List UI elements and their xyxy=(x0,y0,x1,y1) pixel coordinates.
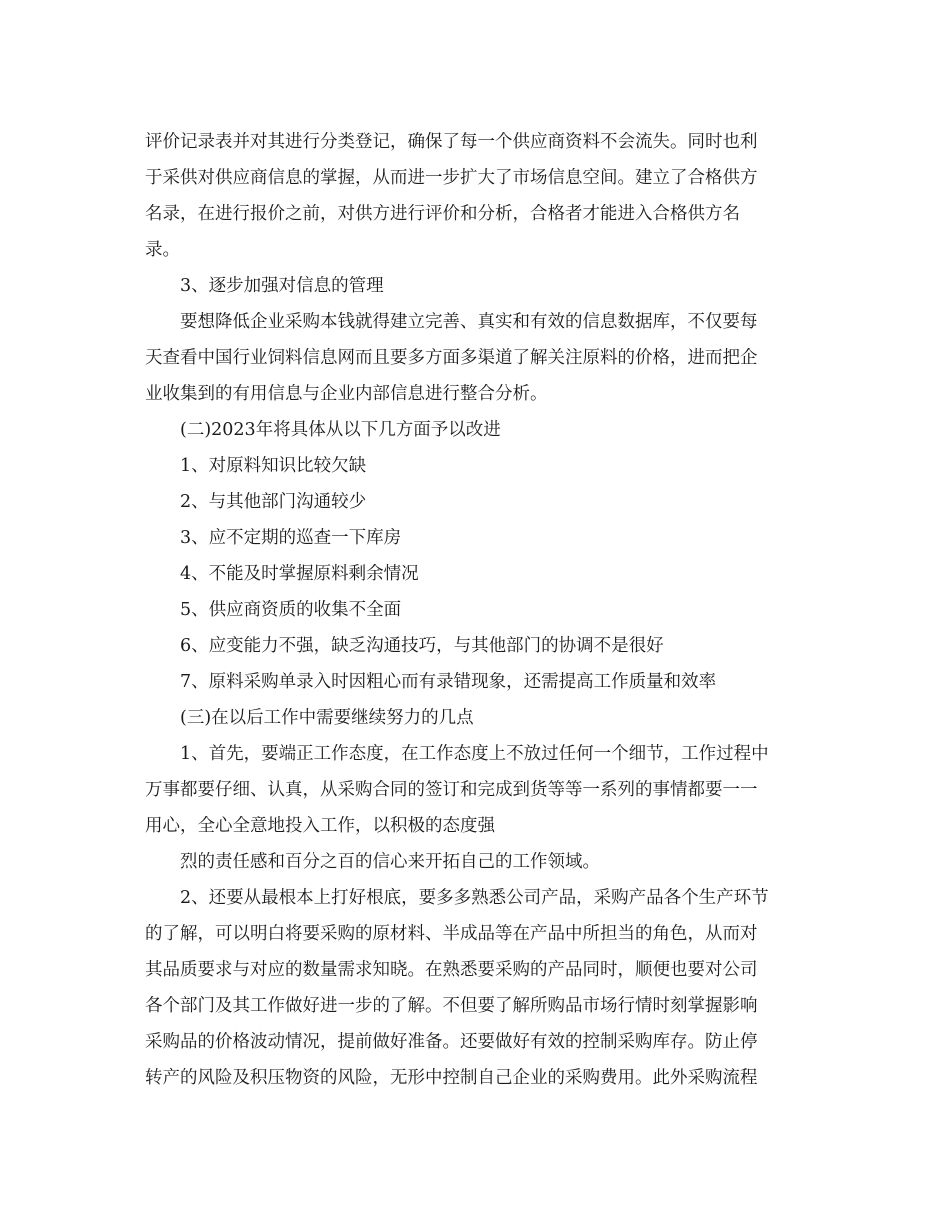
text-line: 1、对原料知识比较欠缺 xyxy=(180,456,367,476)
text-line: 3、逐步加强对信息的管理 xyxy=(180,276,384,296)
text-line: 4、不能及时掌握原料剩余情况 xyxy=(180,564,419,584)
text-line: (二)2023年将具体从以下几方面予以改进 xyxy=(180,420,501,440)
text-line: 2、还要从最根本上打好根底，要多多熟悉公司产品，采购产品各个生产环节 xyxy=(180,888,769,908)
document-body xyxy=(145,124,810,1096)
text-line: 评价记录表并对其进行分类登记，确保了每一个供应商资料不会流失。同时也利 xyxy=(145,132,758,152)
text-line: 2、与其他部门沟通较少 xyxy=(180,492,367,512)
text-line: 录。 xyxy=(145,240,180,260)
text-line: 5、供应商资质的收集不全面 xyxy=(180,600,402,620)
text-line: 烈的责任感和百分之百的信心来开拓自己的工作领域。 xyxy=(180,852,600,872)
text-line: 天查看中国行业饲料信息网而且要多方面多渠道了解关注原料的价格，进而把企 xyxy=(145,348,758,368)
text-line: 转产的风险及积压物资的风险，无形中控制自己企业的采购费用。此外采购流程 xyxy=(145,1068,758,1088)
text-line: 各个部门及其工作做好进一步的了解。不但要了解所购品市场行情时刻掌握影响 xyxy=(145,996,758,1016)
text-line: 3、应不定期的巡查一下库房 xyxy=(180,528,402,548)
text-line: 名录，在进行报价之前，对供方进行评价和分析，合格者才能进入合格供方名 xyxy=(145,204,740,224)
text-line: 万事都要仔细、认真，从采购合同的签订和完成到货等等一系列的事情都要一一 xyxy=(145,780,758,800)
text-line: 7、原料采购单录入时因粗心而有录错现象，还需提高工作质量和效率 xyxy=(180,672,717,692)
text-line: (三)在以后工作中需要继续努力的几点 xyxy=(180,708,474,728)
text-line: 要想降低企业采购本钱就得建立完善、真实和有效的信息数据库，不仅要每 xyxy=(180,312,758,332)
text-line: 业收集到的有用信息与企业内部信息进行整合分析。 xyxy=(145,384,548,404)
text-line: 采购品的价格波动情况，提前做好准备。还要做好有效的控制采购库存。防止停 xyxy=(145,1032,758,1052)
text-line: 1、首先，要端正工作态度，在工作态度上不放过任何一个细节，工作过程中 xyxy=(180,744,769,764)
text-line: 于采供对供应商信息的掌握，从而进一步扩大了市场信息空间。建立了合格供方 xyxy=(145,168,758,188)
text-line: 6、应变能力不强，缺乏沟通技巧，与其他部门的协调不是很好 xyxy=(180,636,664,656)
text-line: 的了解，可以明白将要采购的原材料、半成品等在产品中所担当的角色，从而对 xyxy=(145,924,758,944)
text-line: 用心，全心全意地投入工作，以积极的态度强 xyxy=(145,816,495,836)
text-line: 其品质要求与对应的数量需求知晓。在熟悉要采购的产品同时，顺便也要对公司 xyxy=(145,960,758,980)
